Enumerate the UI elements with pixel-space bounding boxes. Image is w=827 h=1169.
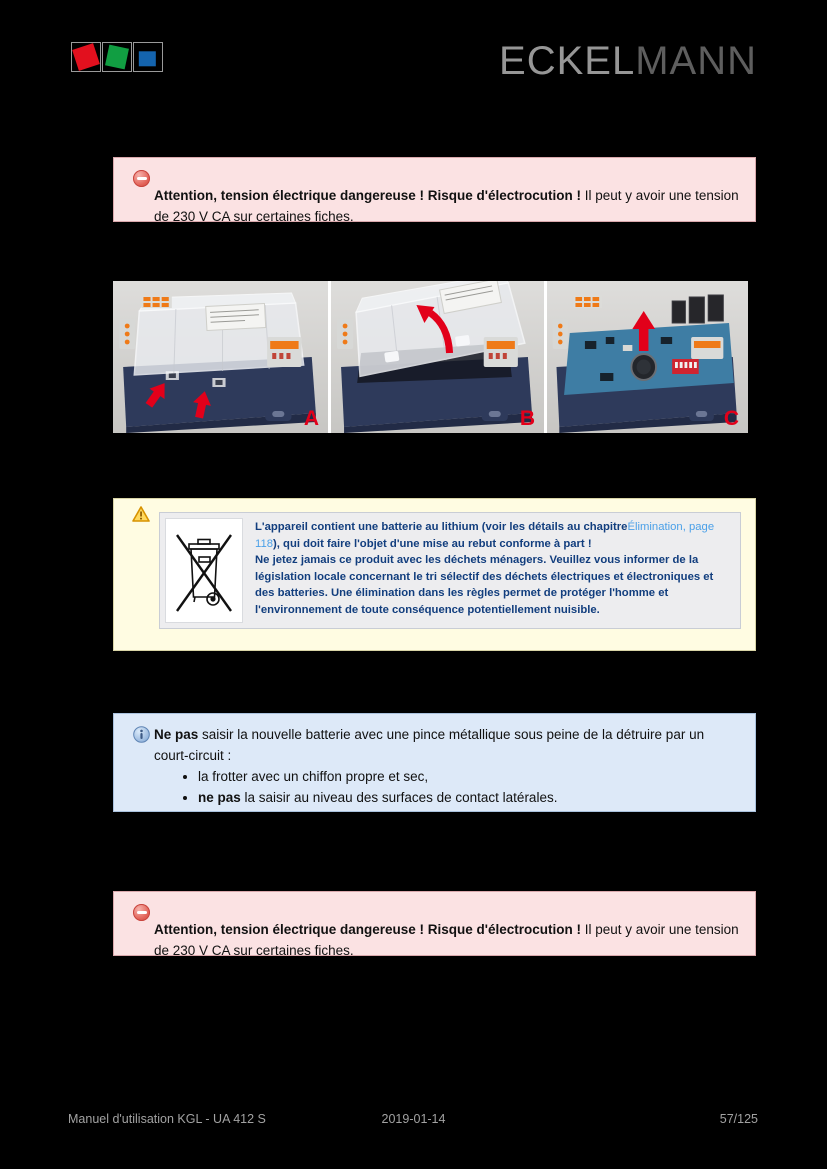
battery-warning-paragraph-1 xyxy=(255,519,730,552)
handling-info-text xyxy=(154,714,741,808)
no-entry-icon xyxy=(133,904,150,921)
handling-info-lead xyxy=(154,724,741,766)
weee-iconbox xyxy=(165,518,243,623)
device-photo-opening-icon xyxy=(331,281,544,433)
electric-warning-normal-repeat: Il peut y avoir une tension de 230 V CA sur certaines fiches. xyxy=(154,922,739,958)
weee-panel xyxy=(159,512,741,629)
panel-label-a: A xyxy=(303,407,319,430)
electric-warning-bold: Attention, tension électrique dangereuse ! Risque d'électrocution ! xyxy=(154,188,582,203)
electric-warning-normal: Il peut y avoir une tension de 230 V CA sur certaines fiches. xyxy=(154,188,739,224)
warning-triangle-icon xyxy=(132,506,150,522)
battery-handling-info-box xyxy=(113,713,756,812)
panel-label-c: C xyxy=(723,407,739,430)
electric-warning-box xyxy=(113,157,756,222)
logo-cell-blue xyxy=(133,42,163,72)
handling-bullet-1: • la frotter avec un chiffon propre et sec, xyxy=(198,766,741,787)
electric-warning-text xyxy=(154,175,741,227)
panel-label-b: B xyxy=(519,407,535,430)
battery-disposal-warning-box xyxy=(113,498,756,651)
footer-page-number: 57/125 xyxy=(719,1112,758,1126)
battery-replacement-figure xyxy=(113,281,748,433)
figure-panel-a xyxy=(113,281,328,433)
battery-warning-paragraph-2: Ne jetez jamais ce produit avec les déchets ménagers. Veuillez vous informer de la législation locale concernant le tri sélectif des déchets électriques et électroniques et des batteries. Une élimination dans les règles permet de protéger l'homme et l'environnement de toute conséquence potentiellement nuisible. xyxy=(255,554,714,616)
footer-date: 2019-01-14 xyxy=(381,1112,446,1126)
brand-wordmark xyxy=(499,39,757,84)
crossed-out-bin-icon xyxy=(173,527,235,615)
electric-warning-box-repeat xyxy=(113,891,756,956)
elimination-page-link[interactable]: Élimination, page 118 xyxy=(255,521,715,550)
red-square-icon xyxy=(72,43,100,71)
device-photo-closed-icon xyxy=(113,281,328,433)
logo-cell-green xyxy=(102,42,132,72)
handling-bullet-2: • ne pas la saisir au niveau des surfaces de contact latérales. xyxy=(198,787,741,808)
page-footer xyxy=(0,1112,827,1132)
battery-warning-text xyxy=(243,513,740,628)
brand-second: MANN xyxy=(635,39,757,83)
electric-warning-text-repeat xyxy=(154,909,741,961)
electric-warning-bold-repeat: Attention, tension électrique dangereuse ! Risque d'électrocution ! xyxy=(154,922,582,937)
footer-document-title: Manuel d'utilisation KGL - UA 412 S xyxy=(68,1112,266,1126)
logo-cell-red xyxy=(71,42,101,72)
green-square-icon xyxy=(105,45,129,70)
handling-lead-rest: saisir la nouvelle batterie avec une pince métallique sous peine de la détruire par un court-circuit : xyxy=(154,727,705,763)
figure-panel-c xyxy=(547,281,748,433)
handling-lead-bold: Ne pas xyxy=(154,727,199,742)
handling-bullet-list xyxy=(154,766,741,808)
brand-first: ECKEL xyxy=(499,39,636,83)
device-photo-open-icon xyxy=(547,281,748,433)
eckelmann-logo xyxy=(71,42,164,72)
battery-warning-seg1: L'appareil contient une batterie au lithium (voir les détails au chapitre xyxy=(255,521,628,533)
no-entry-icon xyxy=(133,170,150,187)
battery-warning-seg2: ), qui doit faire l'objet d'une mise au rebut conforme à part ! xyxy=(273,537,592,550)
info-icon xyxy=(133,726,150,743)
blue-square-icon xyxy=(139,51,156,66)
figure-panel-b xyxy=(331,281,544,433)
